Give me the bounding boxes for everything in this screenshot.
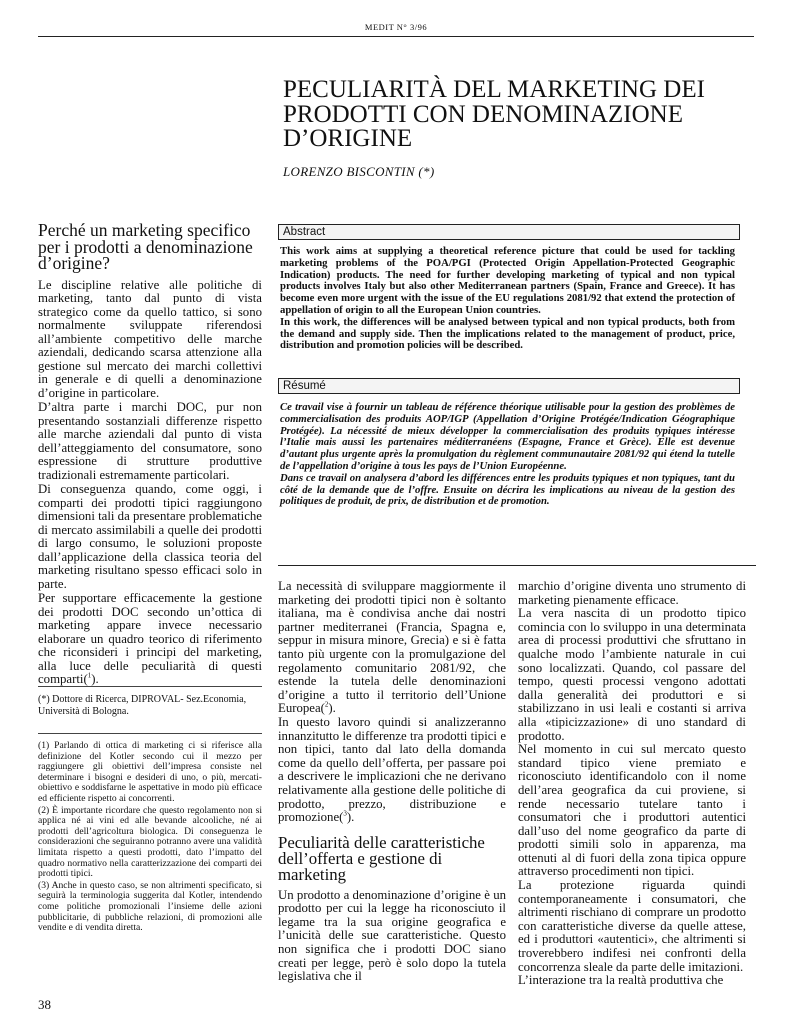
footnotes xyxy=(38,741,262,935)
paragraph-text: Per supportare efficacemente la gestione dei prodotti DOC secondo un’ottica di marketing appare invece necessario elaborare un quadro teorico di riferimento che riconsideri i principi del marketing, alla luce delle peculiarità di questi comparti( xyxy=(38,591,262,686)
paragraph xyxy=(278,716,506,825)
right-column xyxy=(518,580,746,988)
author: LORENZO BISCONTIN (*) xyxy=(283,164,435,179)
paragraph: La protezione riguarda quindi contemporaneamente i consumatori, che altrimenti rischiano di comprare un prodotto con caratteristiche diverse da quelle attese, ed i produttori «autentici», che altrimenti si troverebbero indifesi nei confronti della concorrenza sleale da parte delle imitazioni. xyxy=(518,878,746,974)
title-line-2: PRODOTTI CON DENOMINAZIONE xyxy=(283,100,683,128)
paragraph xyxy=(278,580,506,716)
paragraph-text: ). xyxy=(346,810,355,825)
title-line-3: D’ORIGINE xyxy=(283,125,413,152)
paragraph: Le discipline relative alle politiche di marketing, tanto dal punto di vista strategico come da quello tattico, si sono normalmente sviluppate riferendosi all’ambiente competitivo delle marche aziendali, dedicando scarsa attenzione alla gestione sul mercato dei marchi collettivi in generale e di quelli a denominazione d’origine in particolare. xyxy=(38,277,262,400)
paragraph: D’altra parte i marchi DOC, pur non presentando sostanziali differenze rispetto alle marche aziendali dal punto di vista dell’atteggiamento del consumatore, sono espressione di strutture produttive tradizionali estremamente particolari. xyxy=(38,400,262,482)
page-number: 38 xyxy=(38,997,51,1012)
author-affiliation: (*) Dottore di Ricerca, DIPROVAL- Sez.Economia, Università di Bologna. xyxy=(38,694,247,717)
paragraph-text: In questo lavoro quindi si analizzeranno innanzitutto le differenze tra prodotti tipici e non tipici, tanto dal lato della domanda come da quello dell’offerta, per passare poi a descrivere le implicazioni che ne derivano relativamente alla gestione delle politiche di prodotto, prezzo, distribuzione e promozione( xyxy=(278,714,506,825)
section-heading-why-marketing: Perché un marketing specifico per i prodotti a denominazione d’origine? xyxy=(38,220,253,273)
resume-paragraph: Dans ce travail on analysera d’abord les différences entre les produits typiques et non typiques, tant du côté de la demande que de l’offre. Ensuite on décrira les implications au niveau de la gestion des politiques de produit, de prix, de distribution et de promotion. xyxy=(280,471,735,508)
paragraph-text: La necessità di sviluppare maggiormente il marketing dei prodotti tipici non è soltanto italiana, ma è condivisa anche dai nostri partner mediterranei (Francia, Spagna e, seppur in misura minore, Grecia) e si è fatta tanto più urgente con la promulgazione del regolamento comunitario 2081/92, che estende la tutela delle denominazioni d’origine a tutto il territorio dell’Unione Europea( xyxy=(278,579,506,716)
paragraph: L’interazione tra la realtà produttiva che xyxy=(518,973,724,988)
footnote-rule xyxy=(38,686,262,687)
footnote-rule xyxy=(38,733,262,734)
resume-paragraph: Ce travail vise à fournir un tableau de référence théorique utilisable pour la gestion des problèmes de commercialisation des produits AOP/IGP (Appellation d’Origine Protégée/Indication Géographique Protégée). La nécessité de mieux développer la commercialisation des produits typiques intéresse l’Italie mais aussi les partenaires méditerranéens (Espagne, France et Grèce). Elle est devenue d’autant plus urgente après la promulgation du règlement communautaire 2081/92 qui étend la tutelle de l’appellation d’origine à tous les pays de l’Union Européenne. xyxy=(280,401,735,472)
footnote-ref[interactable]: 1 xyxy=(87,671,92,680)
resume-label: Résumé xyxy=(278,378,740,394)
paragraph: Nel momento in cui sul mercato questo standard tipico viene premiato e riconosciuto identificandolo con il nome dell’area geografica da cui proviene, si rende necessario tutelare tanto i consumatori che i produttori autentici dall’uso del nome geografico da parte di prodotti simili solo in apparenza, ma ottenuti al di fuori della zona tipica oppure attraverso procedimenti non tipici. xyxy=(518,742,746,879)
footnote-ref[interactable]: 3 xyxy=(343,809,347,818)
paragraph xyxy=(38,592,262,687)
abstract-paragraph: In this work, the differences will be analysed between typical and non typical products, both from the demand and supply side. Then the implications related to the management of product, price, distribution and promotion policies will be described. xyxy=(280,315,735,352)
section-rule xyxy=(278,565,756,566)
section-heading-supply: Peculiarità delle caratteristiche dell’offerta e gestione di marketing xyxy=(278,832,485,884)
abstract-text xyxy=(280,246,735,352)
abstract-label: Abstract xyxy=(278,224,740,240)
footnote: (2) È importante ricordare che questo regolamento non si applica né ai vini ed alle bevande alcooliche, né ai prodotti dell’agricoltura biologica. Di conseguenza le considerazioni che seguiranno potranno avere una validità limitata rispetto a questi prodotti, dato l’impatto del quadro normativo nella caratterizzazione dei comparti dei prodotti tipici. xyxy=(38,804,262,880)
footnote: (1) Parlando di ottica di marketing ci si riferisce alla definizione del Kotler secondo cui il mezzo per raggiungere gli obiettivi dell’impresa consiste nel determinare i bisogni e desideri di uno, o più, mercati-obiettivo e soddisfarne le aspettative in modo più efficace ed efficiente rispetto ai concorrenti. xyxy=(38,740,262,804)
article-title xyxy=(283,78,753,152)
paragraph-text: ). xyxy=(328,701,336,716)
journal-header: MEDIT N° 3/96 xyxy=(364,22,428,32)
paragraph: Un prodotto a denominazione d’origine è un prodotto per cui la legge ha riconosciuto il legame tra la sua origine geografica e l’unicità delle sue caratteristiche. Questo non significa che i prodotti DOC siano creati per legge, però è solo dopo la tutela legislativa che il xyxy=(278,887,506,984)
title-line-1: PECULIARITÀ DEL MARKETING DEI xyxy=(283,76,705,103)
abstract-paragraph: This work aims at supplying a theoretical reference picture that could be used for tackling marketing problems of the POA/PGI (Protected Origin Appellation-Protected Geographic Indication) products. The need for further developing marketing of typical and non typical products involves Italy but also other Mediterranean partners (Spain, France and Greece). It has become even more urgent with the issue of the EU regulations 2081/92 that extend the protection of appellation of origin to all the European Union countries. xyxy=(280,245,735,316)
paragraph: Di conseguenza quando, come oggi, i comparti dei prodotti tipici raggiungono dimensioni tali da presentare problematiche di mercato assimilabili a quelle dei prodotti di largo consumo, le soluzioni proposte dall’applicazione della classica teoria del marketing risultano spesso efficaci solo in parte. xyxy=(38,482,262,591)
paragraph: La vera nascita di un prodotto tipico comincia con lo sviluppo in una determinata area di processi produttivi che sfruttano in qualche modo l’ambiente naturale in cui sono localizzati. Quando, col passare del tempo, questi processi vengono adottati dalla generalità dei produttori e si stabilizzano in usi leali e costanti si arriva alla «tipicizzazione» di uno standard di prodotto. xyxy=(518,606,746,743)
paragraph-text: ). xyxy=(91,672,99,686)
resume-text xyxy=(280,402,735,508)
header-rule xyxy=(38,36,754,37)
middle-column xyxy=(278,580,506,984)
footnote-ref[interactable]: 2 xyxy=(324,701,329,710)
left-column xyxy=(38,222,262,687)
paragraph: marchio d’origine diventa uno strumento di marketing pienamente efficace. xyxy=(518,579,746,607)
footnote: (3) Anche in questo caso, se non altrimenti specificato, si seguirà la terminologia suggerita dal Kotler, intendendo come politiche promozionali l’insieme delle azioni pubblicitarie, di pubbliche relazioni, di promozioni alle vendite e di vendita diretta. xyxy=(38,879,262,934)
